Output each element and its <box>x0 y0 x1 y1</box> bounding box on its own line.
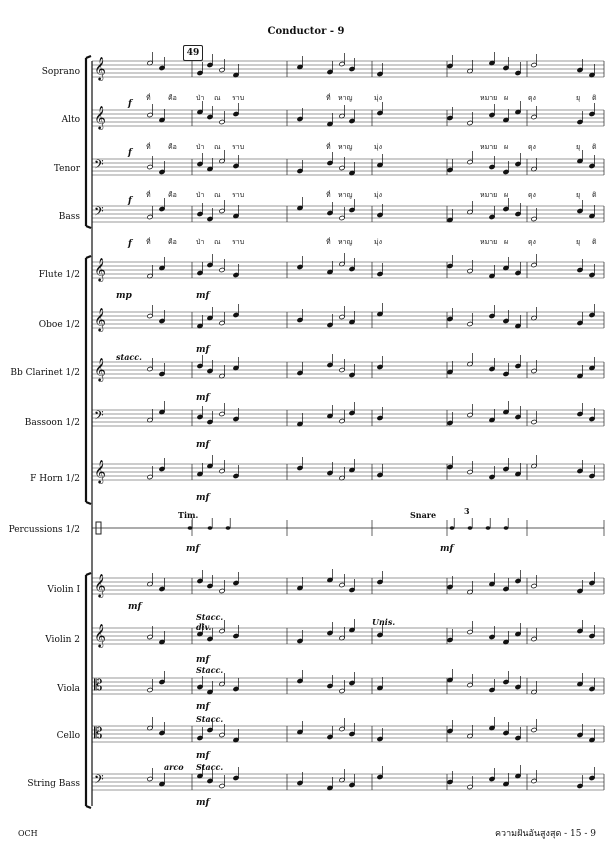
svg-text:ดุง: ดุง <box>528 191 536 199</box>
svg-text:ติ: ติ <box>592 238 597 246</box>
svg-text:ดุง: ดุง <box>528 94 536 102</box>
staff <box>92 204 604 222</box>
dynamic-f-soprano: f <box>128 99 132 109</box>
svg-text:หมาย: หมาย <box>480 94 498 102</box>
staff <box>92 357 604 382</box>
svg-text:คือ: คือ <box>168 238 177 246</box>
lyrics-tenor <box>146 190 597 199</box>
svg-text:ราบ: ราบ <box>232 191 245 199</box>
marking-arco: arco <box>164 762 184 772</box>
label-alto: Alto <box>61 115 80 125</box>
svg-text:คือ: คือ <box>168 94 177 102</box>
svg-text:ดุง: ดุง <box>528 238 536 246</box>
marking-stacc-viola: Stacc. <box>196 665 224 675</box>
svg-text:หมาย: หมาย <box>480 191 498 199</box>
svg-text:หาญ: หาญ <box>338 191 353 199</box>
svg-text:ผ: ผ <box>504 94 509 102</box>
note-head <box>188 526 193 530</box>
note-head <box>486 526 491 530</box>
svg-text:ยุ: ยุ <box>576 143 581 151</box>
lyrics-soprano <box>146 93 597 102</box>
dynamic-mf-oboe: mf <box>196 345 210 355</box>
svg-text:มุ่ง: มุ่ง <box>374 94 383 102</box>
dynamic-mp-flute: mp <box>116 291 132 301</box>
label-oboe: Oboe 1/2 <box>38 320 80 330</box>
svg-text:ดุง: ดุง <box>528 143 536 151</box>
svg-text:ยุ: ยุ <box>576 238 581 246</box>
label-bassoon: Bassoon 1/2 <box>24 418 80 428</box>
dynamic-f-bass: f <box>128 239 132 249</box>
note-head <box>450 526 455 530</box>
marking-stacc-clarinet: stacc. <box>116 352 142 362</box>
staff <box>92 724 604 742</box>
clef-icon: 𝄢 <box>94 157 104 175</box>
note-head <box>468 526 473 530</box>
dynamic-mf-timpani: mf <box>186 544 200 554</box>
svg-text:ที่: ที่ <box>326 191 331 199</box>
clef-icon: 𝄞 <box>94 573 106 597</box>
clef-icon: 𝄞 <box>94 623 106 647</box>
marking-tim: Tim. <box>178 510 199 520</box>
dynamic-mf-viola: mf <box>196 702 210 712</box>
svg-text:มุ่ง: มุ่ง <box>374 191 383 199</box>
svg-text:ราบ: ราบ <box>232 238 245 246</box>
svg-text:ยุ: ยุ <box>576 191 581 199</box>
label-violin2: Violin 2 <box>45 635 80 645</box>
clef-icon: 𝄡 <box>94 676 103 694</box>
staff <box>92 520 604 536</box>
svg-text:มุ่ง: มุ่ง <box>374 238 383 246</box>
clef-icon: 𝄞 <box>94 357 106 381</box>
staff <box>92 459 604 484</box>
clef-icon: 𝄞 <box>94 105 106 129</box>
clef-icon: 𝄞 <box>94 56 106 80</box>
dynamic-mf-clarinet: mf <box>196 393 210 403</box>
label-horn: F Horn 1/2 <box>30 474 80 484</box>
dynamic-mf-string-bass: mf <box>196 798 210 808</box>
staff <box>92 257 604 282</box>
dynamic-mf-bassoon: mf <box>196 440 210 450</box>
dynamic-f-alto: f <box>128 148 132 158</box>
staff <box>92 676 604 694</box>
clef-icon: 𝄡 <box>94 724 103 742</box>
label-tenor: Tenor <box>53 164 80 174</box>
marking-stacc-cello: Stacc. <box>196 714 224 724</box>
svg-text:ณ: ณ <box>214 94 221 102</box>
label-clarinet: Bb Clarinet 1/2 <box>10 368 80 378</box>
svg-text:ณ: ณ <box>214 191 221 199</box>
svg-text:ป่า: ป่า <box>196 191 205 199</box>
svg-text:ผ: ผ <box>504 238 509 246</box>
label-violin1: Violin I <box>47 585 80 595</box>
staff <box>92 157 604 175</box>
marking-snare: Snare <box>410 510 437 520</box>
dynamic-mf-flute: mf <box>196 291 210 301</box>
svg-text:มุ่ง: มุ่ง <box>374 143 383 151</box>
svg-text:ที่: ที่ <box>146 143 151 151</box>
clef-icon: 𝄞 <box>94 307 106 331</box>
svg-text:ติ: ติ <box>592 143 597 151</box>
clef-icon: 𝄞 <box>94 459 106 483</box>
svg-text:ราบ: ราบ <box>232 143 245 151</box>
marking-unis-violin2: Unis. <box>372 617 396 627</box>
marking-stacc-violin2: Stacc. <box>196 612 224 622</box>
svg-text:คือ: คือ <box>168 191 177 199</box>
staff <box>92 408 604 426</box>
staff <box>92 573 604 598</box>
label-percussion: Percussions 1/2 <box>8 525 80 535</box>
svg-text:ที่: ที่ <box>146 238 151 246</box>
svg-text:ผ: ผ <box>504 191 509 199</box>
rehearsal-mark: 49 <box>183 45 203 61</box>
winds-bracket <box>86 256 91 504</box>
clef-icon: 𝄢 <box>94 772 104 790</box>
clef-icon: 𝄞 <box>94 257 106 281</box>
dynamic-mf-violin2: mf <box>196 655 210 665</box>
svg-text:ณ: ณ <box>214 143 221 151</box>
label-soprano: Soprano <box>41 67 80 77</box>
label-flute: Flute 1/2 <box>38 270 80 280</box>
svg-text:ยุ: ยุ <box>576 94 581 102</box>
svg-text:หาญ: หาญ <box>338 143 353 151</box>
dynamic-f-tenor: f <box>128 196 132 206</box>
svg-text:หาญ: หาญ <box>338 238 353 246</box>
marking-stacc-bass: Stacc. <box>196 762 224 772</box>
staff <box>92 623 604 648</box>
svg-text:ราบ: ราบ <box>232 94 245 102</box>
svg-text:ป่า: ป่า <box>196 238 205 246</box>
svg-text:ป่า: ป่า <box>196 143 205 151</box>
label-viola: Viola <box>57 684 80 694</box>
page-title: Conductor - 9 <box>267 26 345 37</box>
clef-icon: 𝄢 <box>94 204 104 222</box>
marking-triplet: 3 <box>464 506 470 516</box>
staff <box>92 56 604 81</box>
strings-bracket <box>86 573 91 808</box>
svg-text:ณ: ณ <box>214 238 221 246</box>
choir-bracket <box>86 56 91 228</box>
footer-right: ความฝันอันสูงสุด - 15 - 9 <box>495 829 596 839</box>
note-head <box>504 526 509 530</box>
staff <box>92 105 604 130</box>
label-bass: Bass <box>58 212 80 222</box>
clef-icon: 𝄢 <box>94 408 104 426</box>
svg-text:ที่: ที่ <box>326 238 331 246</box>
lyrics-alto <box>146 142 597 151</box>
svg-text:หมาย: หมาย <box>480 143 498 151</box>
svg-text:ที่: ที่ <box>146 94 151 102</box>
staff-lines <box>86 56 604 808</box>
dynamic-mf-violin1: mf <box>128 602 142 612</box>
label-string-bass: String Bass <box>27 779 80 789</box>
svg-text:ที่: ที่ <box>326 94 331 102</box>
dynamic-mf-horn: mf <box>196 493 210 503</box>
dynamic-mf-snare: mf <box>440 544 454 554</box>
svg-text:ที่: ที่ <box>326 143 331 151</box>
marking-div-violin2: div. <box>196 622 212 632</box>
footer-left: OCH <box>18 829 38 838</box>
svg-text:หมาย: หมาย <box>480 238 498 246</box>
svg-text:หาญ: หาญ <box>338 94 353 102</box>
svg-text:ติ: ติ <box>592 191 597 199</box>
lyrics-bass <box>146 237 597 246</box>
svg-text:ที่: ที่ <box>146 191 151 199</box>
note-head <box>226 526 231 530</box>
dynamic-mf-cello: mf <box>196 751 210 761</box>
staff <box>92 307 604 332</box>
svg-text:ติ: ติ <box>592 94 597 102</box>
staff <box>92 772 604 790</box>
label-cello: Cello <box>56 731 80 741</box>
svg-text:ป่า: ป่า <box>196 94 205 102</box>
svg-text:ผ: ผ <box>504 143 509 151</box>
note-head <box>208 526 213 530</box>
svg-text:คือ: คือ <box>168 143 177 151</box>
